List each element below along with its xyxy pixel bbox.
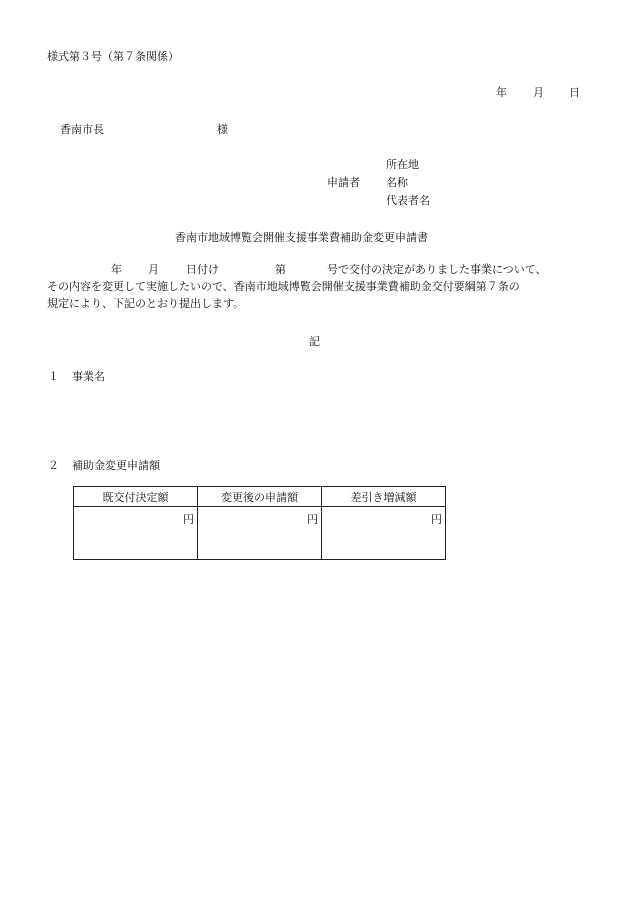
form-number: 様式第３号（第７条関係） <box>47 50 179 63</box>
body-line2: その内容を変更して実施したいので、香南市地域博覧会開催支援事業費補助金交付要綱第７条の <box>47 280 520 293</box>
date-month: 月 <box>533 86 544 99</box>
item-1-number: １ <box>48 370 59 383</box>
yen-unit: 円 <box>431 513 442 526</box>
item-2-label: 補助金変更申請額 <box>72 459 160 472</box>
applicant-name-label: 名称 <box>386 176 408 189</box>
table-header-cell: 変更後の申請額 <box>198 487 322 507</box>
item-2-number: ２ <box>48 459 59 472</box>
body-year: 年 <box>111 263 122 276</box>
applicant-label: 申請者 <box>327 176 360 189</box>
applicant-address-label: 所在地 <box>386 158 419 171</box>
yen-unit: 円 <box>307 513 318 526</box>
body-date-suffix: 日付け <box>186 263 219 276</box>
amount-table <box>73 486 446 560</box>
table-cell-new-amount <box>198 507 322 560</box>
table-row <box>74 507 446 560</box>
item-1-label: 事業名 <box>72 370 105 383</box>
table-header-row <box>74 487 446 507</box>
body-dai: 第 <box>275 263 286 276</box>
yen-unit: 円 <box>183 513 194 526</box>
body-line3: 規定により、下記のとおり提出します。 <box>47 297 245 310</box>
applicant-representative-label: 代表者名 <box>386 194 430 207</box>
date-day: 日 <box>569 86 580 99</box>
body-line1-rest: 号で交付の決定がありました事業について、 <box>327 263 547 276</box>
body-month: 月 <box>148 263 159 276</box>
document-title: 香南市地域博覧会開催支援事業費補助金変更申請書 <box>175 231 428 244</box>
ki-marker: 記 <box>309 335 320 348</box>
addressee-honorific: 様 <box>217 123 228 136</box>
table-header-cell: 既交付決定額 <box>74 487 198 507</box>
table-header-cell: 差引き増減額 <box>322 487 446 507</box>
date-year: 年 <box>496 86 507 99</box>
addressee-name: 香南市長 <box>60 123 104 136</box>
table-cell-difference <box>322 507 446 560</box>
table-cell-existing-amount <box>74 507 198 560</box>
